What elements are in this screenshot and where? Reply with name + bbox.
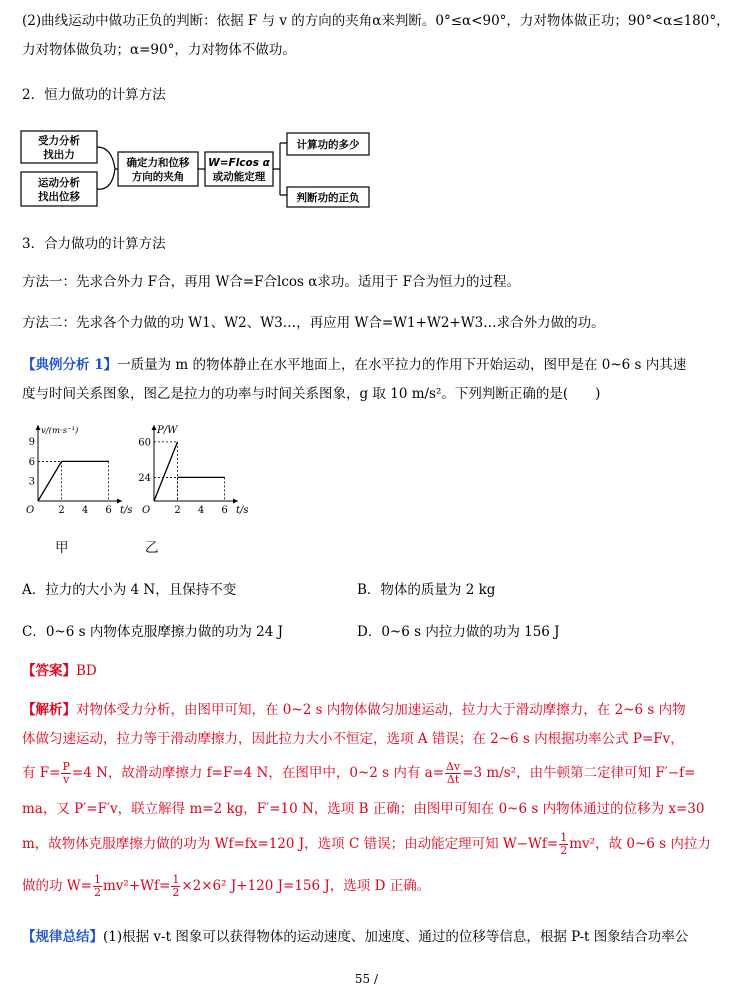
x-tick-label: 6 — [105, 505, 112, 516]
analysis-line-1 — [22, 700, 711, 720]
y-axis-label: v/(m·s⁻¹) — [41, 426, 79, 436]
chart-caption-left: 甲 — [55, 540, 69, 556]
analysis-text-1: 对物体受力分析，由图甲可知，在 0~2 s 内物体做匀加速运动，拉力大于滑动摩擦力，在 2~6 s 内物 — [76, 702, 686, 718]
flow-box4-line2: 或动能定理 — [212, 171, 266, 183]
frac-den: Δt — [446, 773, 460, 786]
power-time-chart — [136, 423, 249, 516]
option-d: D．0~6 s 内拉力做的功为 156 J — [357, 624, 560, 640]
intro-line-1: (2)曲线运动中做功正负的判断：依据 F 与 v 的方向的夹角α来判断。0°≤α<90°，力对物体做正功；90°<α≤180°， — [22, 13, 730, 29]
analysis-line-3 — [22, 761, 711, 786]
analysis-text-6a: 做的功 W= — [22, 878, 92, 894]
answer — [22, 661, 711, 681]
series-segment — [154, 442, 178, 501]
intro-line-2: 力对物体做负功；α=90°，力对物体不做功。 — [22, 42, 296, 58]
x-tick-label: 6 — [221, 505, 228, 516]
analysis-tag: 【解析】 — [22, 702, 76, 718]
analysis-text-6c: ×2×6² J+120 J=156 J，选项 D 正确。 — [181, 878, 431, 894]
analysis-line-2: 体做匀速运动，拉力等于滑动摩擦力，因此拉力大小不恒定，选项 A 错误；在 2~6 s 内根据功率公式 P=Fv， — [22, 731, 684, 747]
section-3-heading: 3．合力做功的计算方法 — [22, 236, 166, 252]
y-tick-label: 6 — [28, 456, 35, 468]
x-axis-arrow — [117, 499, 122, 504]
fraction-p-over-v — [61, 761, 70, 786]
frac-num: Δv — [446, 760, 461, 773]
method-1: 方法一：先求合外力 F合，再用 W合=F合lcos α求功。适用于 F合为恒力的过程。 — [22, 274, 521, 290]
analysis-text-5a: m，故物体克服摩擦力做的功为 Wf=fx=120 J，选项 C 错误；由动能定理可知 W−Wf= — [22, 836, 559, 852]
summary-tag: 【规律总结】 — [22, 929, 103, 945]
option-a: A．拉力的大小为 4 N，且保持不变 — [22, 582, 237, 598]
method-2: 方法二：先求各个力做的功 W1、W2、W3…，再应用 W合=W1+W2+W3…求合外力做的功。 — [22, 315, 605, 331]
x-tick-label: 4 — [81, 505, 89, 516]
option-b: B．物体的质量为 2 kg — [357, 582, 496, 598]
frac-den: 2 — [560, 844, 568, 857]
example-text-1: 一质量为 m 的物体静止在水平地面上，在水平拉力的作用下开始运动，图甲是在 0~6 s 内其速 — [117, 357, 687, 373]
y-axis-arrow — [36, 425, 41, 430]
example-line-1 — [22, 355, 711, 375]
x-axis-label: t/s — [236, 505, 249, 516]
answer-tag: 【答案】 — [22, 663, 76, 679]
frac-den: 2 — [93, 886, 101, 899]
analysis-text-5b: mv²，故 0~6 s 内拉力 — [569, 836, 711, 852]
flow-box1-line2: 找出力 — [43, 149, 75, 161]
force-work-flowchart — [20, 125, 380, 215]
origin-label: O — [142, 505, 151, 516]
y-tick-label: 9 — [28, 437, 35, 449]
x-tick-label: 4 — [197, 505, 205, 516]
y-tick-label: 3 — [28, 476, 35, 488]
flow-box2-line1: 运动分析 — [38, 177, 80, 189]
section-2-heading: 2．恒力做功的计算方法 — [22, 87, 166, 103]
flow-box1-line1: 受力分析 — [38, 135, 80, 147]
x-tick-label: 2 — [58, 505, 65, 516]
frac-den: 2 — [172, 886, 180, 899]
flow-box2-line2: 找出位移 — [38, 191, 80, 203]
fraction-dv-over-dt — [445, 761, 461, 786]
y-axis-label: P/W — [157, 425, 178, 436]
x-tick-label: 2 — [174, 505, 181, 516]
analysis-text-6b: mv²+Wf= — [102, 878, 171, 894]
x-axis-label: t/s — [120, 505, 133, 516]
frac-num: 1 — [93, 873, 101, 886]
analysis-text-3c: =3 m/s²，由牛顿第二定律可知 F′−f= — [462, 765, 696, 781]
answer-value: BD — [76, 663, 97, 679]
fraction-half — [559, 832, 568, 857]
y-tick-label: 60 — [138, 437, 151, 449]
origin-label: O — [26, 505, 35, 516]
fraction-half — [171, 874, 180, 899]
chart-caption-right: 乙 — [145, 540, 159, 556]
velocity-time-chart — [20, 423, 133, 516]
y-tick-label: 24 — [138, 472, 151, 484]
x-axis-arrow — [233, 499, 238, 504]
flow-box5: 计算功的多少 — [296, 139, 360, 151]
summary-line-1 — [22, 927, 711, 947]
series-segment — [38, 461, 62, 501]
fraction-half — [93, 874, 102, 899]
analysis-line-5 — [22, 832, 711, 857]
option-c: C．0~6 s 内物体克服摩擦力做的功为 24 J — [22, 624, 284, 640]
y-axis-arrow — [152, 425, 157, 430]
summary-text-1: (1)根据 v-t 图象可以获得物体的运动速度、加速度、通过的位移等信息，根据 P-t 图象结合功率公 — [103, 929, 689, 945]
frac-num: 1 — [172, 873, 180, 886]
frac-den: v — [63, 773, 70, 786]
flow-box3-line1: 确定力和位移 — [126, 157, 190, 169]
flow-box3-line2: 方向的夹角 — [131, 171, 185, 183]
analysis-text-3a: 有 F= — [22, 765, 61, 781]
example-line-2: 度与时间关系图象，图乙是拉力的功率与时间关系图象，g 取 10 m/s²。下列判断正确的是( ) — [22, 386, 601, 402]
analysis-line-6 — [22, 874, 711, 899]
flow-box4-line1: W=Flcos α — [208, 157, 270, 169]
example-tag: 【典例分析 1】 — [22, 357, 118, 373]
frac-num: 1 — [560, 831, 568, 844]
analysis-text-3b: =4 N，故滑动摩擦力 f=F=4 N，在图甲中，0~2 s 内有 a= — [71, 765, 445, 781]
flow-box6: 判断功的正负 — [296, 192, 360, 204]
analysis-line-4: ma，又 P′=F′v，联立解得 m=2 kg，F′=10 N，选项 B 正确；由图甲可知在 0~6 s 内物体通过的位移为 x=30 — [22, 801, 705, 817]
frac-num: P — [62, 760, 70, 773]
page-number: 55 / — [354, 972, 379, 986]
